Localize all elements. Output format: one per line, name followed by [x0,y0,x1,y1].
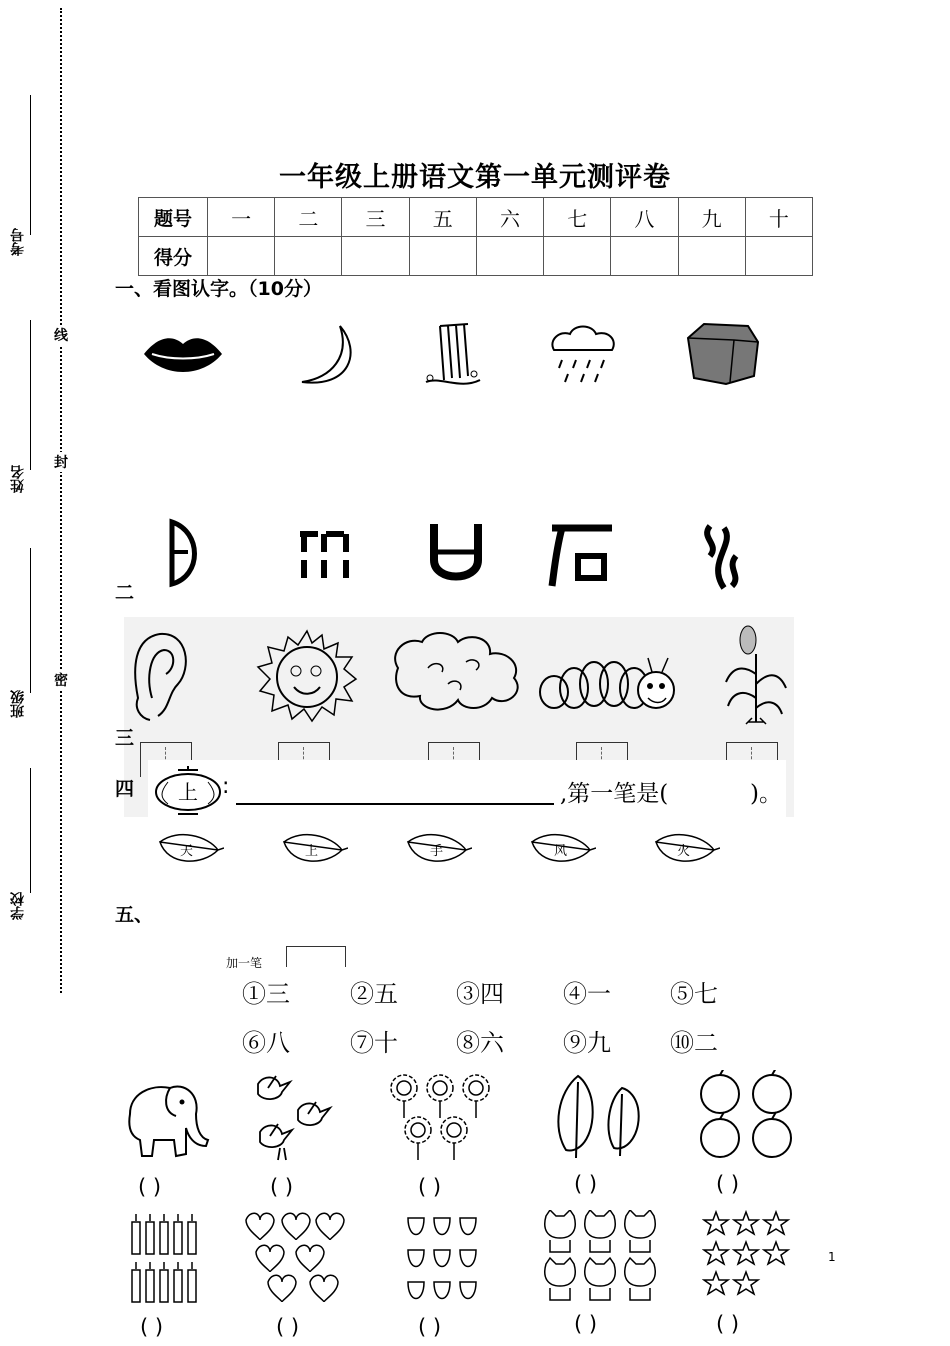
strawberries-picture [404,1210,486,1306]
cloud-picture [388,628,528,722]
score-cell[interactable] [275,237,342,276]
answer-parens[interactable]: ( ) [276,1315,300,1339]
leaf-char: 天 [180,844,194,859]
leaf-char: 上 [305,844,319,859]
option: ③四 [456,980,504,1008]
score-cell[interactable] [476,237,543,276]
ancient-moon-glyph [166,518,202,588]
ear-picture [128,628,194,726]
answer-line[interactable] [236,803,554,805]
option: ②五 [350,980,398,1008]
section-2-heading: 二 [115,582,135,604]
leaves-picture [552,1072,652,1160]
stroke-question-band [148,760,786,820]
score-cell[interactable] [342,237,409,276]
score-col: 六 [476,198,543,237]
section-1-heading: 一、看图认字。（10分） [115,278,322,300]
ancient-mouth-glyph [426,520,486,590]
birds-picture [250,1070,336,1166]
apples-picture [694,1070,798,1162]
score-col: 十 [745,198,812,237]
score-table [138,197,813,276]
fill-line-class [30,548,31,693]
first-stroke-prompt: ,第一笔是( [560,781,669,807]
lantern-char: 上 [178,780,198,804]
sun-picture [252,625,362,725]
answer-parens[interactable]: ( ) [270,1175,294,1199]
lantern-colon: : [222,774,230,799]
score-col: 七 [544,198,611,237]
answer-parens[interactable]: ( ) [418,1175,442,1199]
score-table-head-number: 题号 [139,198,208,237]
answer-parens[interactable]: ( ) [716,1172,740,1196]
score-cell[interactable] [208,237,275,276]
option: ⑥八 [242,1029,290,1057]
hearts-picture [242,1210,350,1306]
answer-parens[interactable]: ( ) [574,1312,598,1336]
ancient-field-glyph [296,528,356,590]
section-5-heading: 五、 [115,904,154,926]
score-cell[interactable] [745,237,812,276]
score-cell[interactable] [611,237,678,276]
ancient-water-glyph [696,522,744,594]
waterfall-picture [420,320,484,390]
answer-parens[interactable]: ( ) [138,1175,162,1199]
leaf-char: 风 [554,844,568,859]
fill-line-name [30,320,31,470]
seal-char-secret: 密 [52,670,70,690]
stone-picture [682,318,762,388]
score-cell[interactable] [544,237,611,276]
option: ①三 [242,980,290,1008]
score-col: 二 [275,198,342,237]
score-col: 八 [611,198,678,237]
answer-parens[interactable]: ( ) [140,1315,164,1339]
label-name: 姓名 [10,465,26,493]
lips-picture [140,330,226,380]
answer-parens[interactable]: ( ) [716,1312,740,1336]
cats-picture [542,1210,660,1306]
option: ⑦十 [350,1029,398,1057]
leaf-char: 手 [430,844,444,859]
rain-cloud-picture [546,322,620,388]
label-class: 班级 [10,690,26,718]
add-stroke-label: 加一笔 [226,956,263,970]
score-cell[interactable] [678,237,745,276]
add-stroke-box[interactable] [286,946,346,967]
option: ⑤七 [670,980,718,1008]
moon-picture [292,322,360,392]
page-title: 一年级上册语文第一单元测评卷 [279,162,671,193]
option: ⑩二 [670,1029,718,1057]
answer-parens[interactable]: ( ) [574,1172,598,1196]
candles-picture [128,1212,202,1306]
score-col: 一 [208,198,275,237]
section-3-heading: 三 [115,727,135,749]
section-4-heading: 四 [115,778,135,800]
score-col: 五 [409,198,476,237]
seal-char-line: 线 [52,325,70,345]
option: ⑨九 [563,1029,611,1057]
option: ⑧六 [456,1029,504,1057]
score-col: 九 [678,198,745,237]
stars-picture [702,1210,796,1304]
leaf-char: 火 [677,844,691,859]
ancient-stone-glyph [548,520,616,590]
elephant-picture [120,1074,212,1166]
score-cell[interactable] [409,237,476,276]
label-school: 学校 [10,892,26,920]
page-number: 1 [828,1250,836,1264]
flowers-picture [388,1072,498,1164]
answer-parens[interactable]: ( ) [418,1315,442,1339]
fill-line-school [30,768,31,893]
seal-char-seal: 封 [52,452,70,472]
grain-stalk-picture [722,624,788,726]
caterpillar-picture [536,650,678,714]
first-stroke-close: )。 [750,781,782,807]
score-col: 三 [342,198,409,237]
label-exam-no: 考号 [10,228,26,256]
score-table-head-score: 得分 [139,237,208,276]
option: ④一 [563,980,611,1008]
